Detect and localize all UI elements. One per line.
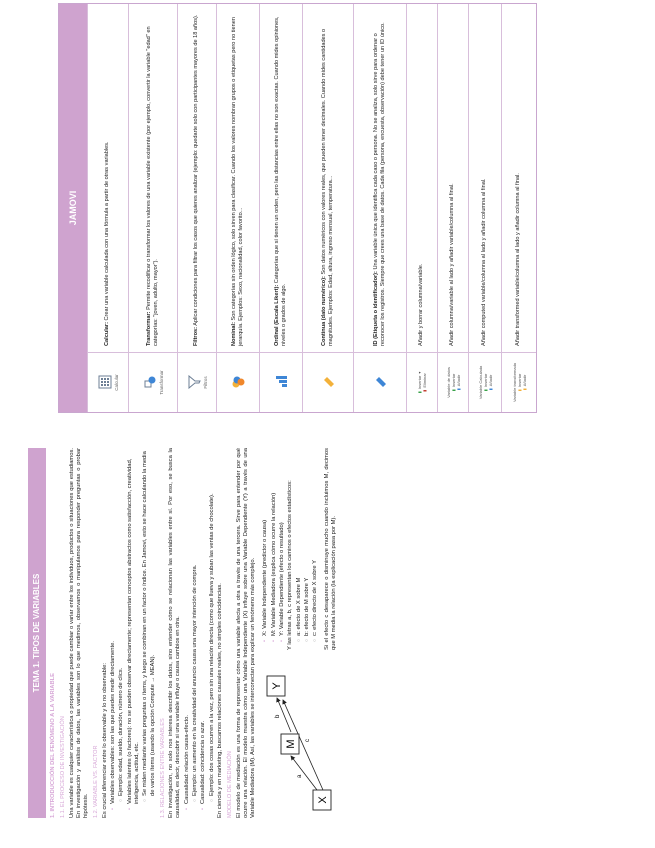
variable-x-label: X — [317, 796, 330, 804]
filter-icon-cell[interactable] — [178, 352, 216, 412]
row-term: Nominal: — [230, 322, 237, 346]
calculator-icon-cell[interactable] — [88, 352, 128, 412]
append-menu-item[interactable]: ▮ Añadir — [455, 374, 461, 391]
sub-bullet-item: ○ Ejemplo: dos cosas ocurren a la vez, pero sin una relación directa (como que llueva y suban las ventas de chocolate). — [209, 448, 216, 802]
letters-item: ○ b: efecto de M sobre Y — [304, 448, 311, 642]
sub-bullet-item: ○ Se miden mediante varias preguntas o ítems, y luego se combinan en un factor o índice. En Jamovi, esto se hace calculando la media de varios ítems (usando la opción Compute → MEAN). — [142, 448, 157, 802]
row-term: Transformar: — [145, 311, 152, 346]
row-term: Calcular: — [104, 322, 111, 346]
row-description — [88, 4, 128, 352]
variable-m-label: M — [285, 739, 298, 749]
row-term: ID (Etiqueta o identificador): — [372, 271, 379, 346]
mediation-diagram-svg — [261, 658, 336, 818]
bullet-item: • Variables latentes (o factores): no se pueden observar directamente; representan conceptos abstractos como satisfacción, creatividad, inteligencia, actitud, etc. — [127, 448, 142, 810]
letters-item: ○ a: efecto de X sobre M — [296, 448, 303, 642]
row-text: Permite recodificar o transformar los valores de una variable existente (por ejemplo, convertir la variable "edad" en categorías: "joven, adulto, mayor"). — [145, 26, 159, 346]
row-description — [303, 4, 353, 352]
row-term: Ordinal (Escala Likert): — [273, 284, 280, 346]
row-description — [260, 4, 302, 352]
row-text: Añadir computed variable/columna al lado y añadir columna al final. — [481, 178, 488, 346]
table-row — [437, 4, 468, 412]
table-row — [87, 4, 128, 412]
row-text: Son datos numéricos con valores reales, que pueden tener decimales. Cuando mides cantidades o magnitudes. Ejemplos: Edad, altura, ingreso mensual, temperatura... — [320, 28, 334, 346]
table-row — [177, 4, 216, 412]
insert-menu-item[interactable]: ▮ Insertar ▾ — [417, 371, 422, 394]
add-computed-variable-icon-cell[interactable] — [469, 352, 501, 412]
table-row — [259, 4, 302, 412]
sub-bullet-item: ○ Ejemplo: un aumento en la creatividad del anuncio causa una mayor intención de compra. — [192, 448, 199, 802]
icon-label: Filtros — [202, 376, 208, 389]
row-description — [438, 4, 468, 352]
row-description — [354, 4, 406, 352]
theory-column — [0, 448, 655, 848]
row-text: Una variable única que identifica cada caso o persona. No se analiza, solo sirve para ordenar o reconocer los registros. Siempre que crees una base de datos. Cada fila (persona, encuesta, observación) debe tener un ID único. — [372, 22, 386, 346]
subsection-heading: 1.1. EL PROCESO DE INVESTIGACIÓN — [60, 716, 67, 818]
bullet-item: • Casualidad: coincidencia o azar. — [200, 448, 207, 810]
continuous-icon — [321, 376, 335, 390]
path-c-label: c — [305, 739, 312, 742]
path-a-arrow — [291, 756, 317, 790]
letters-item: ○ c: efecto directo de X sobre Y — [312, 448, 319, 642]
row-term: Continua (dato numérico): — [320, 276, 327, 346]
path-b-label: b — [275, 714, 282, 718]
mediation-legend — [261, 448, 339, 658]
subsection-heading: MODELO DE MEDIACIÓN — [227, 751, 234, 818]
paragraph: En investigación, no solo nos interesa describir los datos, sino entender cómo se relacionan las variables entre sí. Por eso, se busca la causalidad, es decir, descubrir si una variable influye o causa cambios en otra. — [168, 448, 182, 818]
table-row — [302, 4, 353, 412]
jamovi-table — [58, 3, 537, 413]
ordinal-icon-cell[interactable] — [260, 352, 302, 412]
bullet-item: • Variables observables: son las que puedes medir directamente. — [110, 448, 117, 810]
id-icon — [373, 376, 387, 390]
insert-menu-item[interactable]: ▮ Insertar — [482, 373, 488, 392]
transform-icon-cell[interactable] — [129, 352, 177, 412]
menu-title: Variable transformada — [511, 362, 517, 403]
menu-title: Variable de datos — [445, 367, 451, 398]
sub-bullet-item: ○ Ejemplo: edad, sueldo, duración, número de clics. — [118, 448, 125, 802]
sub-bullet-list — [118, 448, 125, 802]
row-description — [407, 4, 437, 352]
id-icon-cell[interactable] — [354, 352, 406, 412]
nominal-icon — [231, 376, 245, 390]
paragraph: En ciencia y en marketing, buscamos relaciones causales reales, no simples coincidencias. — [216, 583, 223, 818]
row-text: Añadir y borrar columna/variable. — [418, 263, 425, 346]
sub-bullet-list — [142, 448, 157, 802]
paragraph: Es crucial diferenciar entre lo observable y lo no observable: — [101, 663, 108, 818]
legend-list — [262, 448, 286, 642]
page-title: TEMA 1. TIPOS DE VARIABLES — [28, 448, 46, 818]
theory-document — [28, 448, 339, 818]
paragraph: Si el efecto c desaparece o disminuye mucho cuando incluimos M, decimos que M media la relación (la explicación pasa por M). — [323, 448, 337, 650]
table-row — [406, 4, 437, 412]
append-menu-item[interactable]: ▮ Añadir — [487, 374, 493, 391]
row-text: Crear una variable calculada con una fórmula a partir de otras variables. — [104, 141, 111, 323]
table-row — [353, 4, 406, 412]
transform-icon — [143, 376, 157, 390]
icon-label: Transformar — [158, 370, 164, 395]
ordinal-icon — [274, 376, 288, 390]
menu-title: Variable Calculada — [477, 365, 483, 400]
paragraph: El modelo de mediación es una forma de representar cómo una variable afecta a otra a través de una tercera. Sirve para entender por qué ocurre una relación. El modelo muestra cómo una Variable Independiente (X) influye sobre una Variable Dependiente (Y) a través de una Variable Mediadora (M). Así, las variables se interconectan para explicar un fenómeno más complejo. — [235, 448, 257, 818]
row-text: Son categorías sin orden lógico, solo sirven para clasificar. Cuando los valores nombran grupos o etiquetas pero no tienen jerarquía. Ejemplos: Sexo, nacionalidad, color favorito... — [230, 17, 244, 346]
letters-list — [296, 448, 320, 642]
path-a-label: a — [297, 774, 304, 778]
sub-bullet-list — [192, 448, 199, 802]
bullet-item: • Causalidad: relación causa-efecto. — [184, 448, 191, 810]
jamovi-title: JAMOVI — [59, 4, 87, 412]
mediation-diagram — [261, 658, 336, 818]
table-row — [216, 4, 259, 412]
filter-icon — [187, 376, 201, 390]
subsection-heading: 1.3. RELACIONES ENTRE VARIABLES — [159, 718, 166, 818]
insert-menu-item[interactable]: ▮ Insertar — [516, 373, 522, 392]
paragraph: Una variable es cualquier característica o propiedad que puede cambiar o variar entre los individuos, productos o situaciones que estudiamos. En investigación y análisis de datos, las variables son lo que medimos, observamos o manipulamos para responder preguntas o probar hipótesis. — [68, 448, 90, 818]
calculator-icon — [98, 376, 112, 390]
row-text: Aplicar condiciones para filtrar los casos que quieres analizar (ejemplo: quedarte solo con participantes mayores de 18 años). — [193, 14, 200, 328]
table-row — [501, 4, 536, 412]
append-menu-item[interactable]: ▮ Añadir — [521, 374, 527, 391]
legend-item: • X: Variable Independiente (predictor o causa) — [262, 448, 269, 642]
bullet-list — [110, 448, 157, 810]
row-term: Filtros: — [193, 327, 200, 346]
nominal-icon-cell[interactable] — [217, 352, 259, 412]
continuous-icon-cell[interactable] — [303, 352, 353, 412]
row-description — [178, 4, 216, 352]
row-text: Añadir transformed variable/columna al lado y añadir columna al final. — [515, 173, 522, 346]
row-description — [469, 4, 501, 352]
add-data-variable-icon-cell[interactable] — [438, 352, 468, 412]
icon-label: Calcular — [113, 374, 119, 391]
row-text: Categorías que sí tienen un orden, pero las distancias entre ellas no son exactas. Cuando mides opiniones, niveles o grados de algo. — [273, 16, 287, 346]
variable-y-label: Y — [271, 682, 284, 690]
add-transformed-variable-icon-cell[interactable] — [502, 352, 536, 412]
row-text: Añadir columna/variable al lado y añadir variable/columna al final. — [449, 183, 456, 346]
bullet-list — [184, 448, 216, 810]
table-row — [468, 4, 501, 412]
mediation-block — [261, 448, 339, 818]
sub-bullet-list — [209, 448, 216, 802]
paragraph: Y las letras a, b, c representan los caminos o efectos estadísticos: — [287, 480, 294, 650]
delete-menu-item[interactable]: ▮ Eliminar — [422, 373, 427, 392]
table-row — [128, 4, 177, 412]
row-description — [217, 4, 259, 352]
row-description — [129, 4, 177, 352]
row-description — [502, 4, 536, 352]
add-delete-column-icon-cell[interactable] — [407, 352, 437, 412]
subsection-heading: 1.2. VARIABLE VS. FACTOR — [93, 745, 100, 818]
legend-item: • Y: Variable Dependiente (efecto o resultado) — [279, 448, 286, 642]
section-heading: 1. INTRODUCCIÓN DEL FENÓMENO A LA VARIABLE — [50, 672, 56, 818]
legend-item: • M: Variable Mediadora (explica cómo ocurre la relación) — [271, 448, 278, 642]
insert-menu-item[interactable]: ▮ Insertar — [450, 373, 456, 392]
